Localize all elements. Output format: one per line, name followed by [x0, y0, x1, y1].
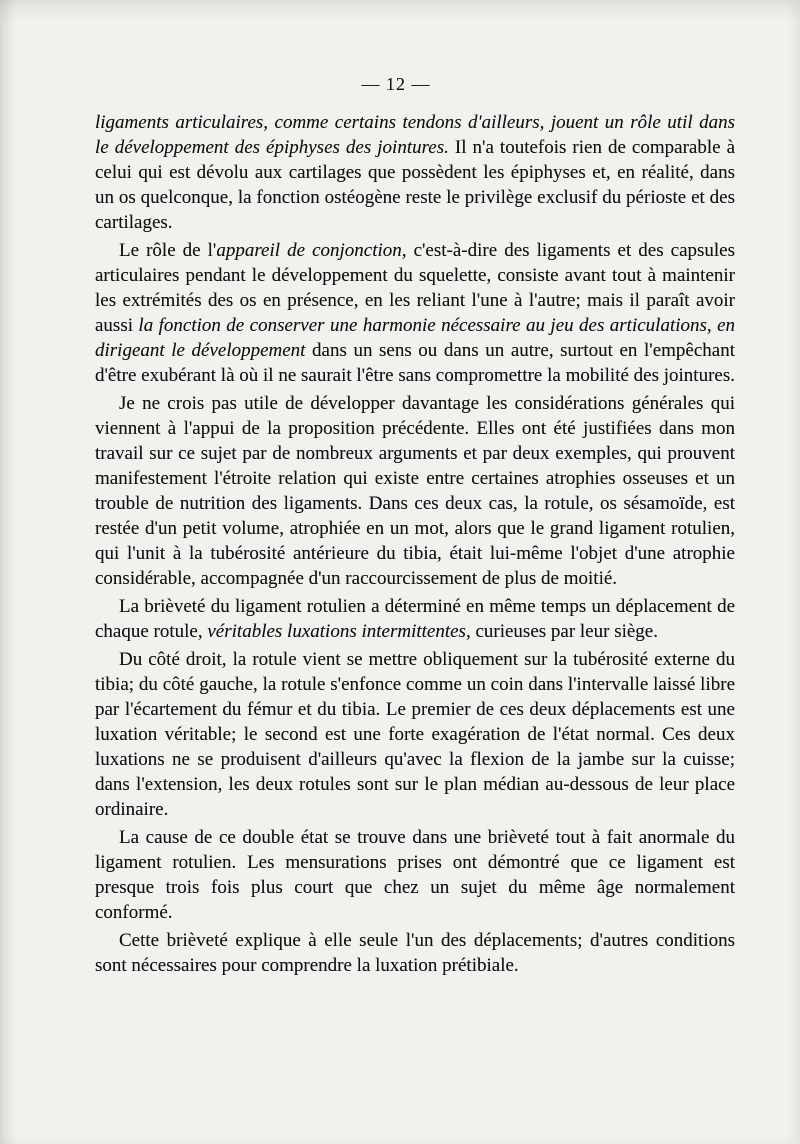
- paragraph-4-run-2: véritables luxations intermittentes,: [207, 621, 471, 642]
- paragraph-4: [95, 594, 735, 644]
- paragraph-7-run-1: Cette brièveté explique à elle seule l'un des déplacements; d'autres conditions sont nécessaires pour comprendre la luxation prétibiale.: [95, 930, 735, 976]
- paragraph-7: [95, 928, 735, 978]
- paragraph-2: [95, 238, 735, 388]
- paragraph-6-run-1: La cause de ce double état se trouve dans une brièveté tout à fait anormale du ligament rotulien. Les mensurations prises ont démontré que ce ligament est presque trois fois plus court que chez un sujet du même âge normalement conformé.: [95, 827, 735, 923]
- paragraph-2-run-1: Le rôle de l': [119, 240, 217, 261]
- paragraph-6: [95, 825, 735, 925]
- paragraph-2-run-5: dans un sens ou dans un autre, surtout en l'empêchant d'être exubérant là où il ne saurait l'être sans compromettre la mobilité des jointures.: [95, 340, 735, 386]
- paragraph-3-run-1: Je ne crois pas utile de développer davantage les considérations générales qui viennent à l'appui de la proposition précédente. Elles ont été justifiées dans mon travail sur ce sujet par de nombreux arguments et par deux exemples, qui prouvent manifestement l'étroite relation qui existe entre certaines atrophies osseuses et un trouble de nutrition des ligaments. Dans ces deux cas, la rotule, os sésamoïde, est restée d'un petit volume, atrophiée en un mot, alors que le grand ligament rotulien, qui l'unit à la tubérosité antérieure du tibia, était lui-même l'objet d'une atrophie considérable, accompagnée d'un raccourcissement de plus de moitié.: [95, 393, 735, 589]
- paragraph-1-run-4: Il n'a toutefois rien de comparable à celui qui est dévolu aux cartilages que possèdent les épiphyses et, en réalité, dans un os quelconque, la fonction ostéogène reste le privilège exclusif du périoste et des cartilages.: [95, 137, 735, 233]
- body-text: [95, 110, 735, 1090]
- paragraph-2-run-2: appareil de conjonction,: [216, 240, 407, 261]
- paragraph-4-run-3: curieuses par leur siège.: [470, 621, 658, 642]
- paragraph-5: [95, 647, 735, 822]
- paragraph-1-run-1: ligaments articulaires, comme certains tendons d'ailleurs, jouent un rôle util: [95, 112, 693, 133]
- paragraph-2-run-3: c'est-à-dire des ligaments et des capsules articulaires pendant le développement du squelette, consiste avant tout à maintenir les extrémités des os en présence, en les reliant l'une à l'autre; mais il paraît avoir aussi: [95, 240, 735, 336]
- paragraph-5-run-1: Du côté droit, la rotule vient se mettre obliquement sur la tubérosité externe du tibia; du côté gauche, la rotule s'enfonce comme un coin dans l'intervalle laissé libre par l'écartement du fémur et du tibia. Le premier de ces deux déplacements est une luxation véritable; le second est une forte exagération de l'état normal. Ces deux luxations ne se produisent d'ailleurs qu'avec la flexion de la jambe sur la cuisse; dans l'extension, les deux rotules sont sur le plan médian au-dessous de leur place ordinaire.: [95, 649, 735, 820]
- paragraph-1-run-3: dans le développement des épiphyses des jointures.: [95, 112, 735, 158]
- paragraph-4-run-1: La brièveté du ligament rotulien a déterminé en même temps un déplacement de chaque rotule,: [95, 596, 735, 642]
- page-number: — 12 —: [361, 74, 431, 94]
- paragraph-3: [95, 391, 735, 591]
- paragraph-2-run-4: la fonction de conserver une harmonie nécessaire au jeu des articulations, en dirigeant le développement: [95, 315, 735, 361]
- paragraph-1: [95, 110, 735, 235]
